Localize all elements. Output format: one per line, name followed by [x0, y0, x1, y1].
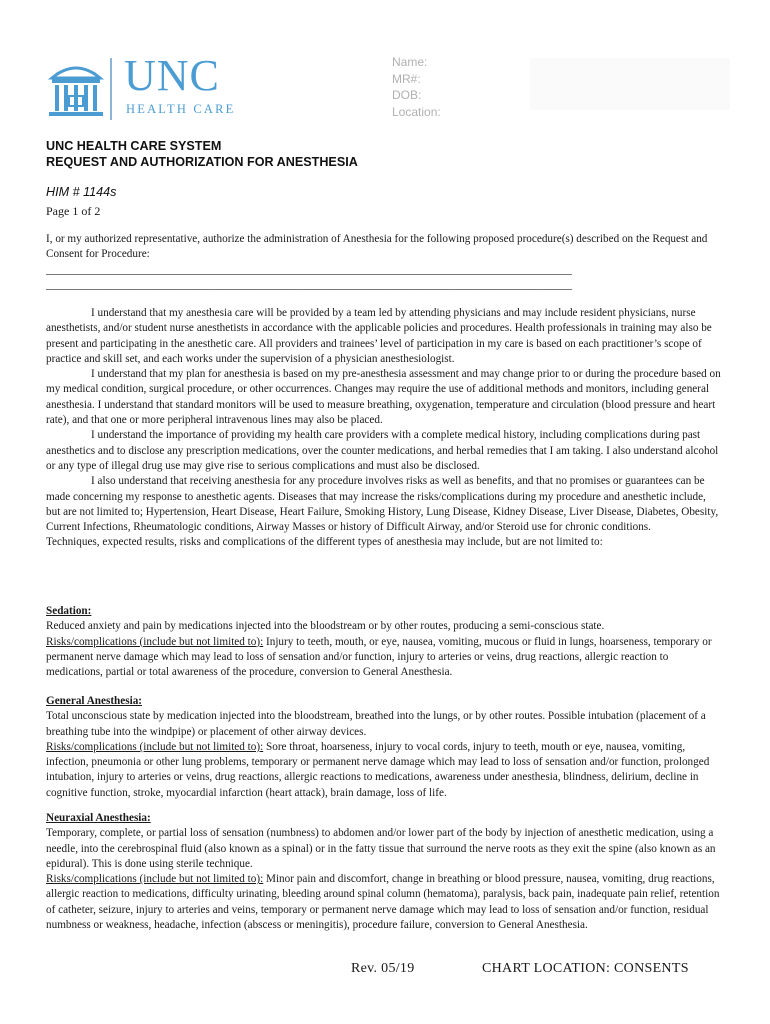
form-number: HIM # 1144s: [46, 185, 117, 199]
patient-label-area: [530, 58, 730, 110]
section-sedation: [46, 604, 722, 680]
patient-name-label: Name:: [392, 55, 428, 69]
section-risks: [46, 872, 722, 933]
section-description: Temporary, complete, or partial loss of sensation (numbness) to abdomen and/or lower part of the body by injection of anesthetic medication, using a needle, into the cerebrospinal fluid (also known as a spinal) or in the fatty tissue that surround the nerve roots as they exit the spine (also known as an epidural). This is done using sterile technique.: [46, 827, 716, 870]
section-description: Reduced anxiety and pain by medications injected into the bloodstream or by other routes, producing a semi-conscious state.: [46, 620, 605, 633]
page-number: Page 1 of 2: [46, 204, 101, 218]
chart-location-label: CHART LOCATION: CONSENTS: [482, 961, 689, 976]
section-heading: General Anesthesia:: [46, 695, 143, 707]
risks-text: Minor pain and discomfort, change in breathing or blood pressure, nausea, vomiting, drug reactions, allergic reaction to medications, difficulty urinating, bleeding around spinal column (hematoma), paralysis, back pain, inadequate pain relief, retention of catheter, seizure, injury to arteries and veins, temporary or permanent nerve damage which may lead to loss of sensation and/or function, residual numbness or weakness, headache, infection (abscess or meningitis), procedure failure, conversion to General Anesthesia.: [46, 873, 720, 932]
old-well-icon: [46, 56, 106, 118]
risks-label: Risks/complications (include but not limited to):: [46, 740, 264, 753]
title-line-1: UNC HEALTH CARE SYSTEM: [46, 139, 222, 153]
logo-divider: [110, 58, 112, 120]
paragraph-history: I understand the importance of providing my health care providers with a complete medical history, including complications during past anesthetics and to disclose any prescription medications, over the counter medications, and herbal remedies that I am taking. I also understand alcohol or any type of illegal drug use may give rise to serious complications and must also be disclosed.: [46, 429, 719, 472]
document-title: [46, 138, 358, 170]
patient-location-label: Location:: [392, 104, 441, 119]
procedure-blank-line-2[interactable]: ______________________________________________________________________________________________: [46, 278, 572, 291]
unc-health-care-logo: [46, 51, 266, 120]
section-description: Total unconscious state by medication injected into the bloodstream, breathed into the lungs, or by other routes. Possible intubation (placement of a breathing tube into the windpipe) or placement of other airway devices.: [46, 710, 706, 738]
section-risks: [46, 740, 722, 801]
techniques-intro: Techniques, expected results, risks and complications of the different types of anesthesia may include, but are not limited to:: [46, 536, 603, 549]
consent-body: [46, 306, 722, 551]
risks-label: Risks/complications (include but not limited to):: [46, 635, 264, 648]
section-heading: Neuraxial Anesthesia:: [46, 812, 151, 824]
risks-label: Risks/complications (include but not limited to):: [46, 873, 264, 886]
section-risks: [46, 635, 722, 681]
title-line-2: REQUEST AND AUTHORIZATION FOR ANESTHESIA: [46, 155, 358, 169]
patient-info-fields: [392, 54, 441, 120]
revision-label: Rev. 05/19: [351, 961, 415, 976]
logo-subtext: HEALTH CARE: [126, 102, 236, 116]
risks-text: Sore throat, hoarseness, injury to vocal cords, injury to teeth, mouth or eye, nausea, vomiting, infection, pneumonia or other lung problems, temporary or permanent nerve damage which may lead to loss of sensation and/or function, prolonged intubation, injury to arteries or veins, drug reactions, allergic reactions to medications, awareness under anesthesia, blindness, delirium, decline in cognitive function, stroke, myocardial infarction (heart attack), brain damage, loss of life.: [46, 740, 710, 799]
risks-text: Injury to teeth, mouth, or eye, nausea, vomiting, mucous or fluid in lungs, hoarseness, temporary or permanent nerve damage which may lead to loss of sensation and/or function, injury to arteries or veins, drug reactions, allergic reaction to medications, partial or total awareness of the procedure, conversion to General Anesthesia.: [46, 635, 712, 679]
patient-dob-label: DOB:: [392, 88, 422, 102]
paragraph-team: I understand that my anesthesia care will be provided by a team led by attending physicians and may include resident physicians, nurse anesthetists, and/or student nurse anesthetists in accordance with the applicable policies and procedures. Health professionals in training may also be present and participating in the anesthetic care. All providers and trainees’ level of participation in my care is based on each practitioner’s scope of practice and skill set, and each works under the supervision of a physician anesthesiologist.: [46, 307, 712, 365]
section-heading: Sedation:: [46, 605, 92, 617]
paragraph-plan: I understand that my plan for anesthesia is based on my pre-anesthesia assessment and may change prior to or during the procedure based on my medical condition, surgical procedure, or other occurrences. Changes may require the use of additional methods and monitors, including general anesthesia. I understand that standard monitors will be used to measure breathing, oxygenation, temperature and circulation (blood pressure and heart rate), and that one or more peripheral intravenous lines may also be placed.: [46, 368, 721, 427]
section-general-anesthesia: [46, 694, 722, 801]
section-neuraxial-anesthesia: [46, 811, 722, 933]
intro-block: [46, 232, 722, 293]
procedure-blank-line-1[interactable]: ______________________________________________________________________________________________: [46, 263, 572, 276]
patient-mrn-label: MR#:: [392, 71, 421, 86]
logo-wordmark: UNC: [124, 51, 220, 100]
intro-paragraph: I, or my authorized representative, authorize the administration of Anesthesia for the following proposed procedure(s) described on the Request and Consent for Procedure:: [46, 233, 708, 261]
paragraph-risks: I also understand that receiving anesthesia for any procedure involves risks as well as benefits, and that no promises or guarantees can be made concerning my response to anesthetic agents. Diseases that may increase the risks/complications during my procedure and anesthetic include, but are not limited to; Hypertension, Heart Disease, Heart Failure, Smoking History, Lung Disease, Kidney Disease, Liver Disease, Diabetes, Obesity, Current Infections, Rheumatologic conditions, Airway Masses or history of Difficult Airway, and/or Steroid use for chronic conditions.: [46, 475, 719, 534]
